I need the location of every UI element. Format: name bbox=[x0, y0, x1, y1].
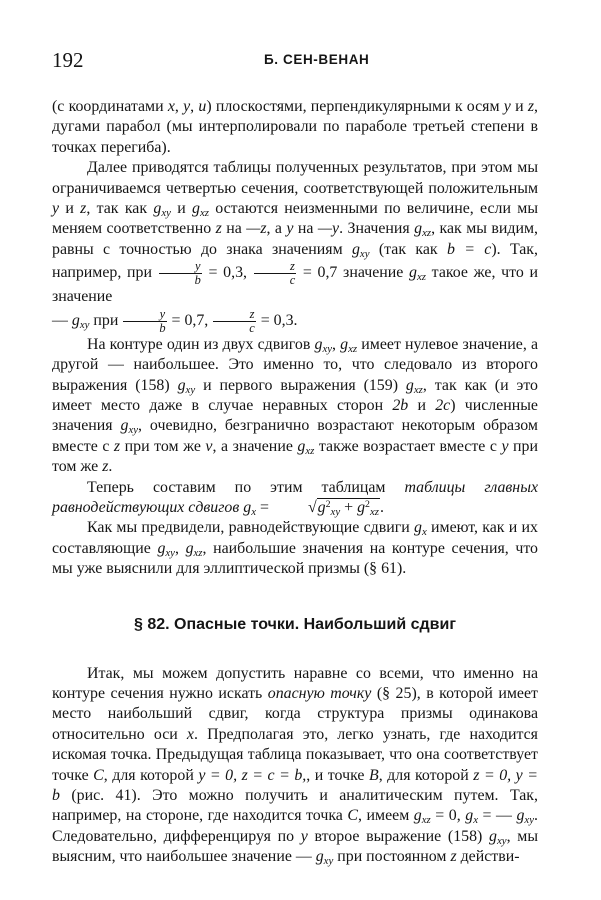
paragraph-4: Теперь составим по этим таблицам таблицы главных равнодействующих сдвигов $g_x = √g^2_{xy} + g^2_{xz}$. bbox=[52, 478, 539, 518]
square-root: $√g^2_{xy} + g^2_{xz}$ bbox=[307, 498, 379, 518]
paragraph-1: (с координатами x, y, u) плоскостями, перпендикулярными к осям y и z, дугами парабол (мы интерполировали по параболе третьей степени в точках перегиба). bbox=[52, 98, 538, 156]
page-number: 192 bbox=[52, 48, 84, 72]
fraction-y-over-b: $\frac{y}{b}$ bbox=[159, 260, 202, 287]
section-heading: § 82. Опасные точки. Наибольший сдвиг bbox=[133, 615, 457, 633]
page-header bbox=[52, 46, 538, 74]
paragraph-5: Как мы предвидели, равнодействующие сдвиги $g_x$ имеют, как и их составляющие $g_{xy}$, $g_{xz}$, наибольшие значения на контуре сечения, что мы уже выяснили для эллиптической призмы (§ 61). bbox=[52, 519, 538, 578]
fraction-y-over-b-2: $\frac{y}{b}$ bbox=[123, 308, 166, 335]
paragraph-3: На контуре один из двух сдвигов $g_{xy}$, $g_{xz}$ имеет нулевое значение, а другой — наибольшее. Это именно то, что следовало из второго выражения (158) $g_{xy}$ и первого выражения (159) $g_{xz}$, так как (и это имеет место даже в случае неравных сторон 2b и 2c) численные значения $g_{xy}$, очевидно, безгранично возрастают некоторым образом вместе с z при том же v, а значение $g_{xz}$ также возрастает вместе с y при том же z. bbox=[52, 335, 539, 476]
page-body bbox=[52, 97, 538, 868]
paragraph-6: Итак, мы можем допустить наравне со всеми, что именно на контуре сечения нужно искать опасную точку (§ 25), в которой имеет место наибольший сдвиг, когда структура призмы одинакова относительно оси x. Предполагая это, легко узнать, где находится искомая точка. Предыдущая таблица показывает, что она соответствует точке C, для которой y = 0, z = c = b,, и точке B, для которой z = 0, y = b (рис. 41). Это можно получить и аналитическим путем. Так, например, на стороне, где находится точка C, имеем $g_{xz} = 0$, $g_x$ = — $g_{xy}$. Следовательно, дифференцируя по y второе выражение (158) $g_{xy}$, мы выясним, что наибольшее значение — $g_{xy}$ при постоянном z действи- bbox=[52, 664, 539, 868]
paragraph-2: Далее приводятся таблицы полученных результатов, при этом мы ограничиваемся четвертью сечения, соответствующей положительным y и z, так как $g_{xy}$ и $g_{xz}$ остаются неизменными по величине, если мы меняем соответственно z на —z, а y на —y. Значения $g_{xz}$, как мы видим, равны с точностью до знака значениям $g_{xy}$ (так как b = c). Так, например, при $\frac{y}{b}$ = 0,3, $\frac{z}{c}$ = 0,7 значение $g_{xz}$ такое же, что и значение — $g_{xy}$ при $\frac{y}{b}$ = 0,7, $\frac{z}{c}$ = 0,3. bbox=[52, 159, 538, 335]
running-title: Б. СЕН-ВЕНАН bbox=[264, 52, 370, 67]
fraction-z-over-c-2: $\frac{z}{c}$ bbox=[213, 308, 256, 335]
fraction-z-over-c: $\frac{z}{c}$ bbox=[254, 260, 297, 287]
